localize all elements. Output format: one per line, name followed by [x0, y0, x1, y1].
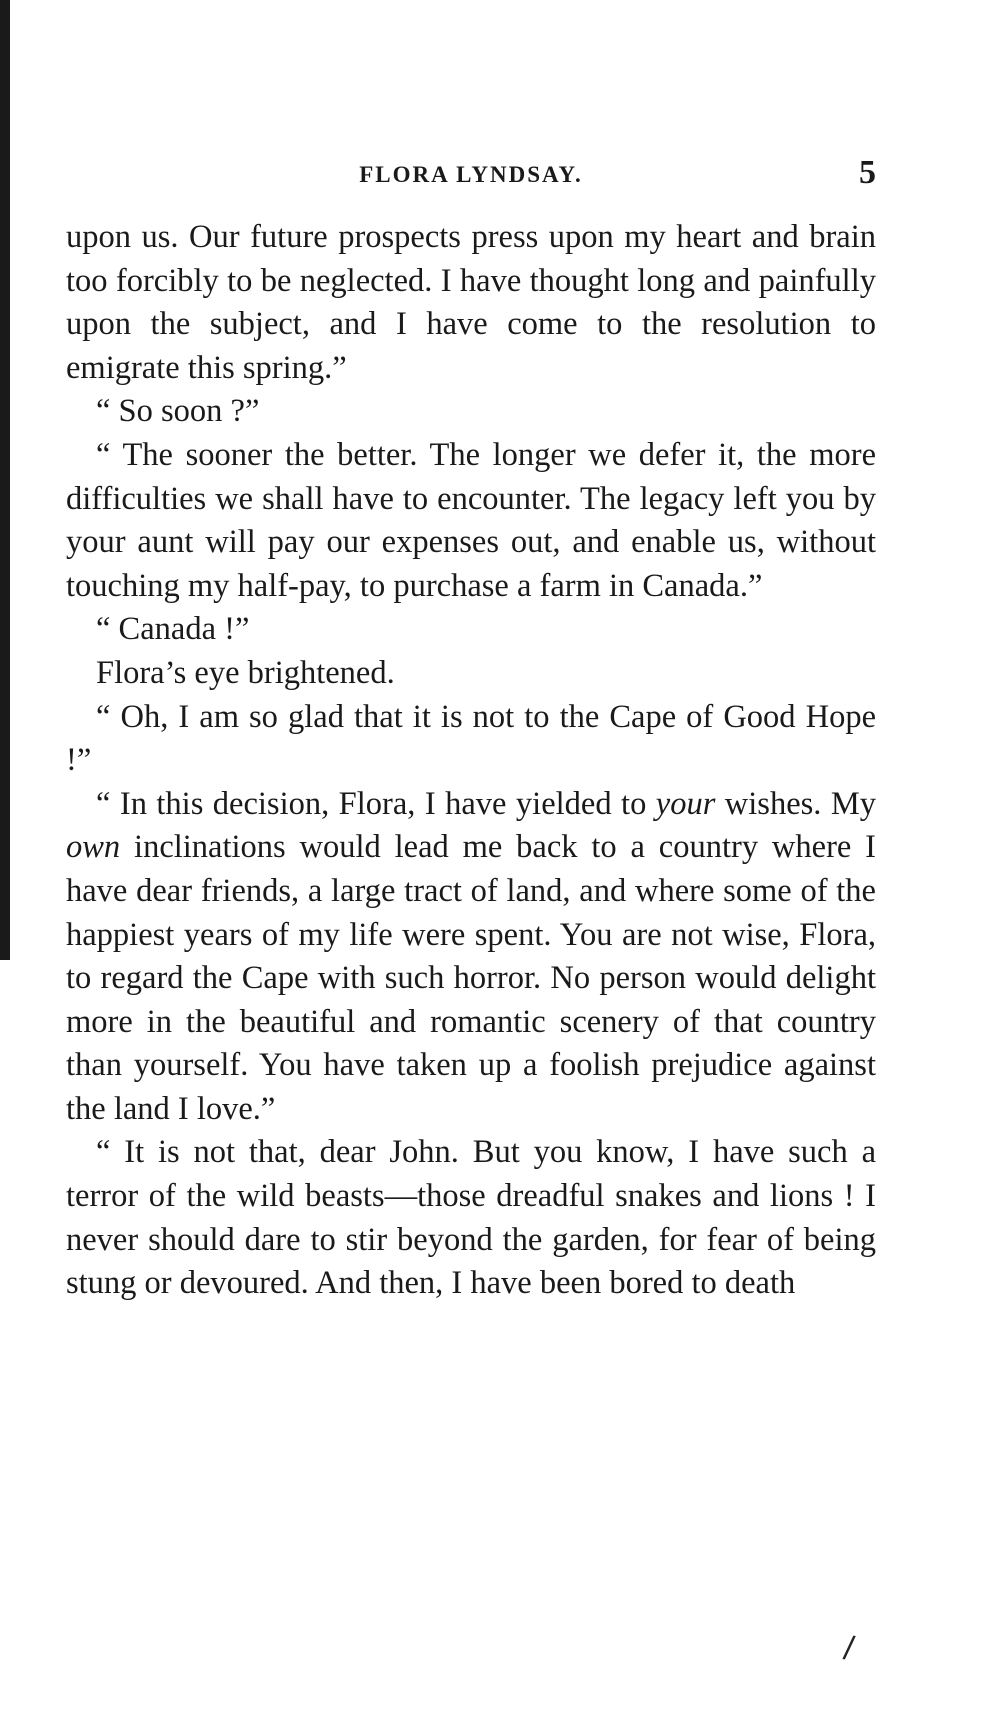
running-head: FLORA LYNDSAY. [359, 162, 583, 187]
text-run: “ Oh, I am so glad that it is not to the Cape of Good Hope !” [66, 698, 876, 779]
text-run: Flora’s eye brightened. [96, 654, 395, 691]
paragraph [66, 608, 876, 652]
text-run: wishes. My [715, 785, 876, 822]
paragraph [66, 783, 876, 1132]
paragraph [66, 390, 876, 434]
body-text [66, 216, 876, 1306]
paragraph [66, 696, 876, 783]
text-run: “ It is not that, dear John. But you know, I have such a terror of the wild beasts—those dreadful snakes and lions ! I never should dare to stir beyond the garden, for fear of being stung or devoured. And then, I have been bored to death [66, 1134, 876, 1302]
stray-ink-mark: / [841, 1629, 857, 1666]
paragraph [66, 216, 876, 390]
page-header [66, 154, 876, 202]
italic-text: own [66, 829, 121, 866]
text-run: inclinations would lead me back to a country where I have dear friends, a large tract of land, and where some of the happiest years of my life were spent. You are not wise, Flora, to regard the Cape with such horror. No person would delight more in the beautiful and romantic scenery of that country than yourself. You have taken up a foolish prejudice against the land I love.” [66, 829, 876, 1127]
paragraph [66, 1131, 876, 1305]
page-number: 5 [859, 154, 876, 191]
paragraph [66, 434, 876, 608]
text-run: upon us. Our future prospects press upon my heart and brain too forcibly to be neglected. I have thought long and painfully upon the subject, and I have come to the resolution to emigrate this spring.” [66, 219, 876, 386]
page-edge-rule [0, 0, 10, 960]
paragraph [66, 652, 876, 696]
text-run: “ In this decision, Flora, I have yielded to [96, 785, 656, 822]
text-run: “ The sooner the better. The longer we defer it, the more difficulties we shall have to encounter. The legacy left you by your aunt will pay our expenses out, and enable us, without touching my half-pay, to purchase a farm in Canada.” [66, 436, 876, 604]
italic-text: your [655, 785, 716, 822]
text-run: “ Canada !” [96, 611, 250, 648]
text-run: “ So soon ?” [96, 393, 260, 430]
